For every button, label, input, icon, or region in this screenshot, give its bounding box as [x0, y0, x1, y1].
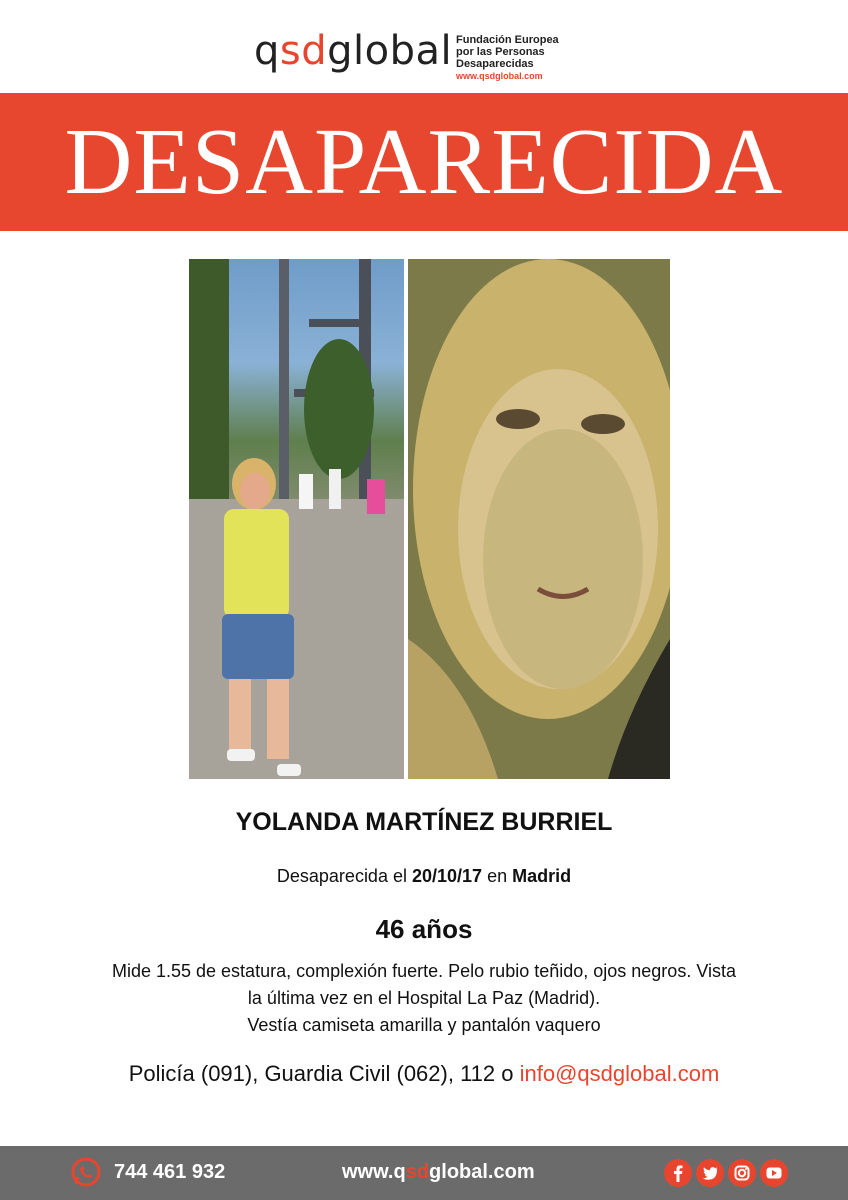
- missing-date-location: Desaparecida el 20/10/17 en Madrid: [276, 866, 572, 886]
- missing-person-name: YOLANDA MARTÍNEZ BURRIEL: [235, 808, 613, 836]
- logo-wordmark: qsdglobal: [254, 28, 453, 74]
- qsdglobal-logo: [254, 28, 614, 81]
- contact-email[interactable]: info@qsdglobal.com: [519, 1061, 720, 1086]
- logo-tagline-line-2: por las Personas Desaparecidas: [456, 46, 545, 70]
- description-line-1: Mide 1.55 de estatura, complexión fuerte. Pelo rubio teñido, ojos negros. Vista: [111, 961, 737, 981]
- footer-bar: [0, 1146, 848, 1200]
- age: 46 años: [375, 914, 473, 944]
- portrait-photo-illustration: [408, 259, 670, 779]
- logo-tagline: [456, 34, 614, 82]
- youtube-icon[interactable]: [759, 1158, 789, 1188]
- logo-url[interactable]: www.qsdglobal.com: [456, 71, 543, 81]
- facebook-icon[interactable]: [663, 1158, 693, 1188]
- portrait-photo: [408, 259, 670, 779]
- description-line-2: la última vez en el Hospital La Paz (Madrid).: [247, 988, 601, 1008]
- footer-website[interactable]: www.qsdglobal.com: [342, 1161, 535, 1183]
- whatsapp-icon[interactable]: [70, 1156, 102, 1188]
- missing-banner: [0, 93, 848, 231]
- twitter-icon[interactable]: [695, 1158, 725, 1188]
- footer-phone[interactable]: 744 461 932: [114, 1161, 226, 1183]
- banner-title: DESAPARECIDA: [64, 110, 784, 214]
- description-line-3: Vestía camiseta amarilla y pantalón vaquero: [247, 1015, 601, 1035]
- contact-line: [0, 1061, 848, 1087]
- missing-date: 20/10/17: [411, 866, 483, 886]
- missing-place: Madrid: [512, 866, 572, 886]
- instagram-icon[interactable]: [727, 1158, 757, 1188]
- logo-tagline-line-1: Fundación Europea: [456, 34, 559, 46]
- contact-phones: Policía (091), Guardia Civil (062), 112 o: [128, 1061, 520, 1086]
- full-body-photo-illustration: [189, 259, 404, 779]
- physical-description: [40, 958, 808, 1039]
- full-body-photo: [189, 259, 404, 779]
